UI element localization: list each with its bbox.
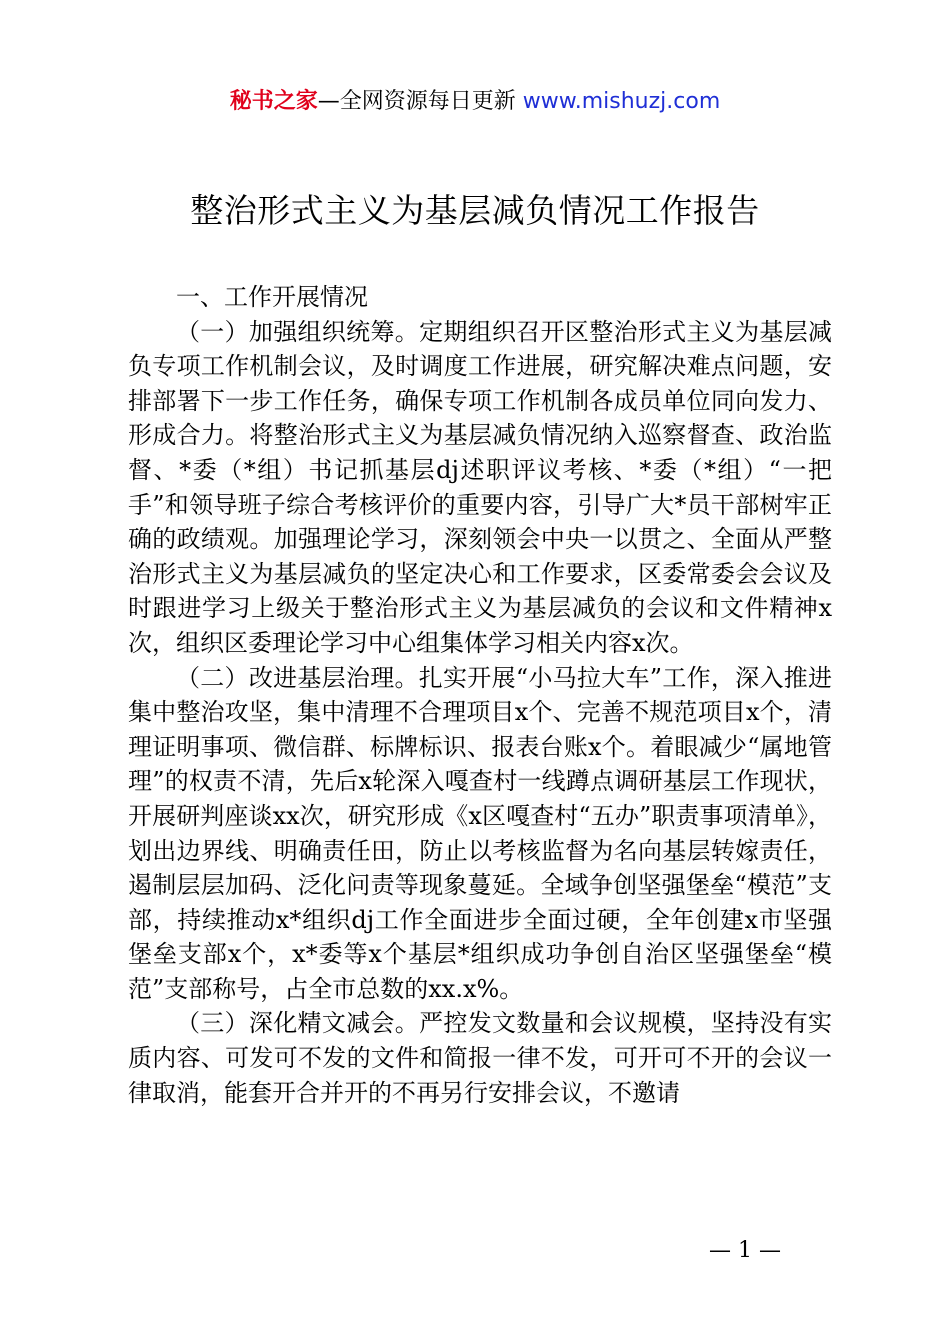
site-brand: 秘书之家 — [229, 89, 318, 114]
paragraph-meetings: （三）深化精文减会。严控发文数量和会议规模，坚持没有实质内容、可发可不发的文件和简报一律不发，可开可不开的会议一律取消，能套开合并开的不再另行安排会议，不邀请 — [128, 1009, 832, 1107]
site-banner — [0, 86, 950, 118]
document-body — [128, 280, 832, 1110]
site-tagline: —全网资源每日更新 — [317, 89, 516, 114]
section-heading: 一、工作开展情况 — [176, 283, 368, 311]
paragraph-governance: （二）改进基层治理。扎实开展“小马拉大车”工作，深入推进集中整治攻坚，集中清理不合理项目x个、完善不规范项目x个，清理证明事项、微信群、标牌标识、报表台账x个。着眼减少“属地管理”的权责不清，先后x轮深入嘎查村一线蹲点调研基层工作现状，开展研判座谈xx次，研究形成《x区嘎查村“五办”职责事项清单》，划出边界线、明确责任田，防止以考核监督为名向基层转嫁责任，遏制层层加码、泛化问责等现象蔓延。全域争创坚强堡垒“模范”支部，持续推动x*组织dj工作全面进步全面过硬，全年创建x市坚强堡垒支部x个，x*委等x个基层*组织成功争创自治区坚强堡垒“模范”支部称号，占全市总数的xx.x%。 — [128, 663, 832, 1003]
document-title: 整治形式主义为基层减负情况工作报告 — [190, 191, 760, 230]
page-number: — 1 — — [709, 1238, 781, 1263]
paragraph-organization: （一）加强组织统筹。定期组织召开区整治形式主义为基层减负专项工作机制会议，及时调度工作进展，研究解决难点问题，安排部署下一步工作任务，确保专项工作机制各成员单位同向发力、形成合力。将整治形式主义为基层减负情况纳入巡察督查、政治监督、*委（*组）书记抓基层dj述职评议考核、*委（*组）“一把手”和领导班子综合考核评价的重要内容，引导广大*员干部树牢正确的政绩观。加强理论学习，深刻领会中央一以贯之、全面从严整治形式主义为基层减负的坚定决心和工作要求，区委常委会会议及时跟进学习上级关于整治形式主义为基层减负的会议和文件精神x次，组织区委理论学习中心组集体学习相关内容x次。 — [128, 317, 832, 657]
site-url-link[interactable]: www.mishuzj.com — [522, 89, 721, 114]
